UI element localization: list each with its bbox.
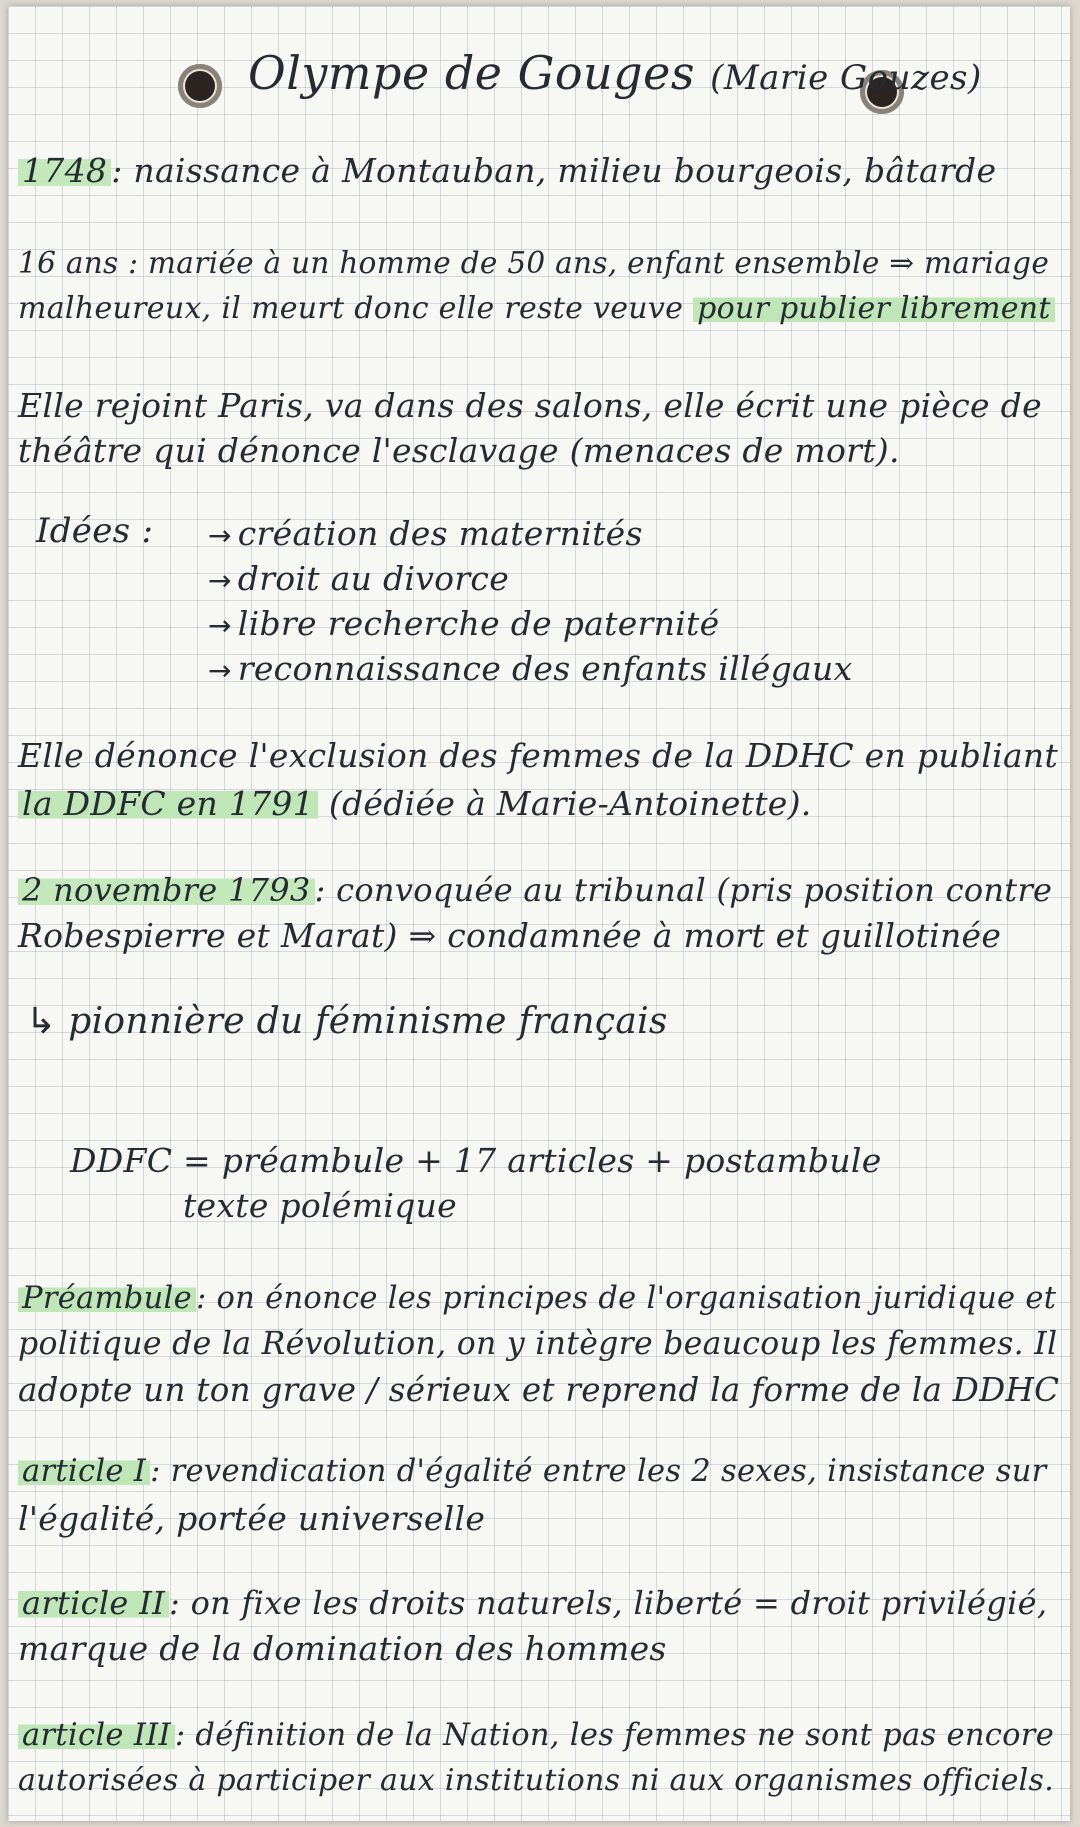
preambule-line-2: politique de la Révolution, on y intègre beaucoup les femmes. Il <box>18 1326 1058 1362</box>
ddfc-highlight: la DDFC en 1791 <box>18 784 318 823</box>
birth-date: 1748 <box>18 151 111 190</box>
title-main: Olympe de Gouges <box>248 46 695 100</box>
bio-birth <box>18 151 996 190</box>
marriage-highlight: pour publier librement <box>693 291 1055 326</box>
article-3-line-1 <box>18 1718 1054 1753</box>
idea-item: → libre recherche de paternité <box>208 604 720 643</box>
ddfc-structure-line-2: texte polémique <box>183 1186 458 1225</box>
trial-date: 2 novembre 1793 <box>18 871 315 909</box>
ddfc-dedication: (dédiée à Marie-Antoinette). <box>328 784 812 823</box>
bio-paris-line-1: Elle rejoint Paris, va dans des salons, elle écrit une pièce de <box>18 386 1042 425</box>
article-2-label: article II <box>18 1584 169 1622</box>
bio-paris-line-2: théâtre qui dénonce l'esclavage (menaces de mort). <box>18 431 900 470</box>
article-2-text: : on fixe les droits naturels, liberté = droit privilégié, <box>169 1584 1048 1622</box>
arrow-right-icon: → <box>208 519 232 552</box>
trial-line-2: Robespierre et Marat) ⇒ condamnée à mort et guillotinée <box>18 916 1002 955</box>
article-3-text: : définition de la Nation, les femmes ne sont pas encore <box>174 1718 1055 1753</box>
bio-marriage-line-2 <box>18 291 1055 326</box>
article-1-line-2: l'égalité, portée universelle <box>18 1499 486 1538</box>
article-3-label: article III <box>18 1718 175 1753</box>
birth-text: : naissance à Montauban, milieu bourgeois, bâtarde <box>111 151 997 190</box>
idea-item: → droit au divorce <box>208 559 510 598</box>
article-1-label: article I <box>18 1454 150 1489</box>
notebook-page <box>8 6 1070 1821</box>
pioneer-text: pionnière du féminisme français <box>68 1001 668 1042</box>
article-2-line-1 <box>18 1584 1047 1622</box>
marriage-text: malheureux, il meurt donc elle reste veuve <box>18 291 684 326</box>
idea-item: → reconnaissance des enfants illégaux <box>208 649 853 688</box>
page-title <box>248 46 982 100</box>
punch-hole-left <box>178 64 222 108</box>
arrow-right-icon: → <box>208 609 232 642</box>
article-2-line-2: marque de la domination des hommes <box>18 1629 667 1668</box>
return-arrow-icon: ↳ <box>26 1001 57 1042</box>
preambule-text: : on énonce les principes de l'organisation juridique et <box>195 1281 1057 1316</box>
trial-text: : convoquée au tribunal (pris position contre <box>314 871 1053 909</box>
ddfc-structure-line-1: DDFC = préambule + 17 articles + postambule <box>70 1141 882 1180</box>
article-1-text: : revendication d'égalité entre les 2 sexes, insistance sur <box>150 1454 1047 1489</box>
ddfc-publication-line-1: Elle dénonce l'exclusion des femmes de la DDHC en publiant <box>18 736 1059 775</box>
arrow-right-icon: → <box>208 564 232 597</box>
pioneer-line <box>26 1001 668 1042</box>
article-1-line-1 <box>18 1454 1047 1489</box>
ddfc-publication-line-2 <box>18 784 812 823</box>
trial-line-1 <box>18 871 1052 909</box>
article-3-line-2: autorisées à participer aux institutions ni aux organismes officiels. <box>18 1763 1055 1798</box>
arrow-right-icon: → <box>208 654 232 687</box>
bio-marriage-line-1: 16 ans : mariée à un homme de 50 ans, enfant ensemble ⇒ mariage <box>18 246 1050 280</box>
title-aside: (Marie Gouzes) <box>710 58 982 98</box>
ideas-label: Idées : <box>36 511 154 551</box>
preambule-label: Préambule <box>18 1281 196 1316</box>
preambule-line-3: adopte un ton grave / sérieux et reprend la forme de la DDHC <box>18 1371 1060 1409</box>
idea-item: → création des maternités <box>208 514 643 553</box>
preambule-line-1 <box>18 1281 1056 1316</box>
